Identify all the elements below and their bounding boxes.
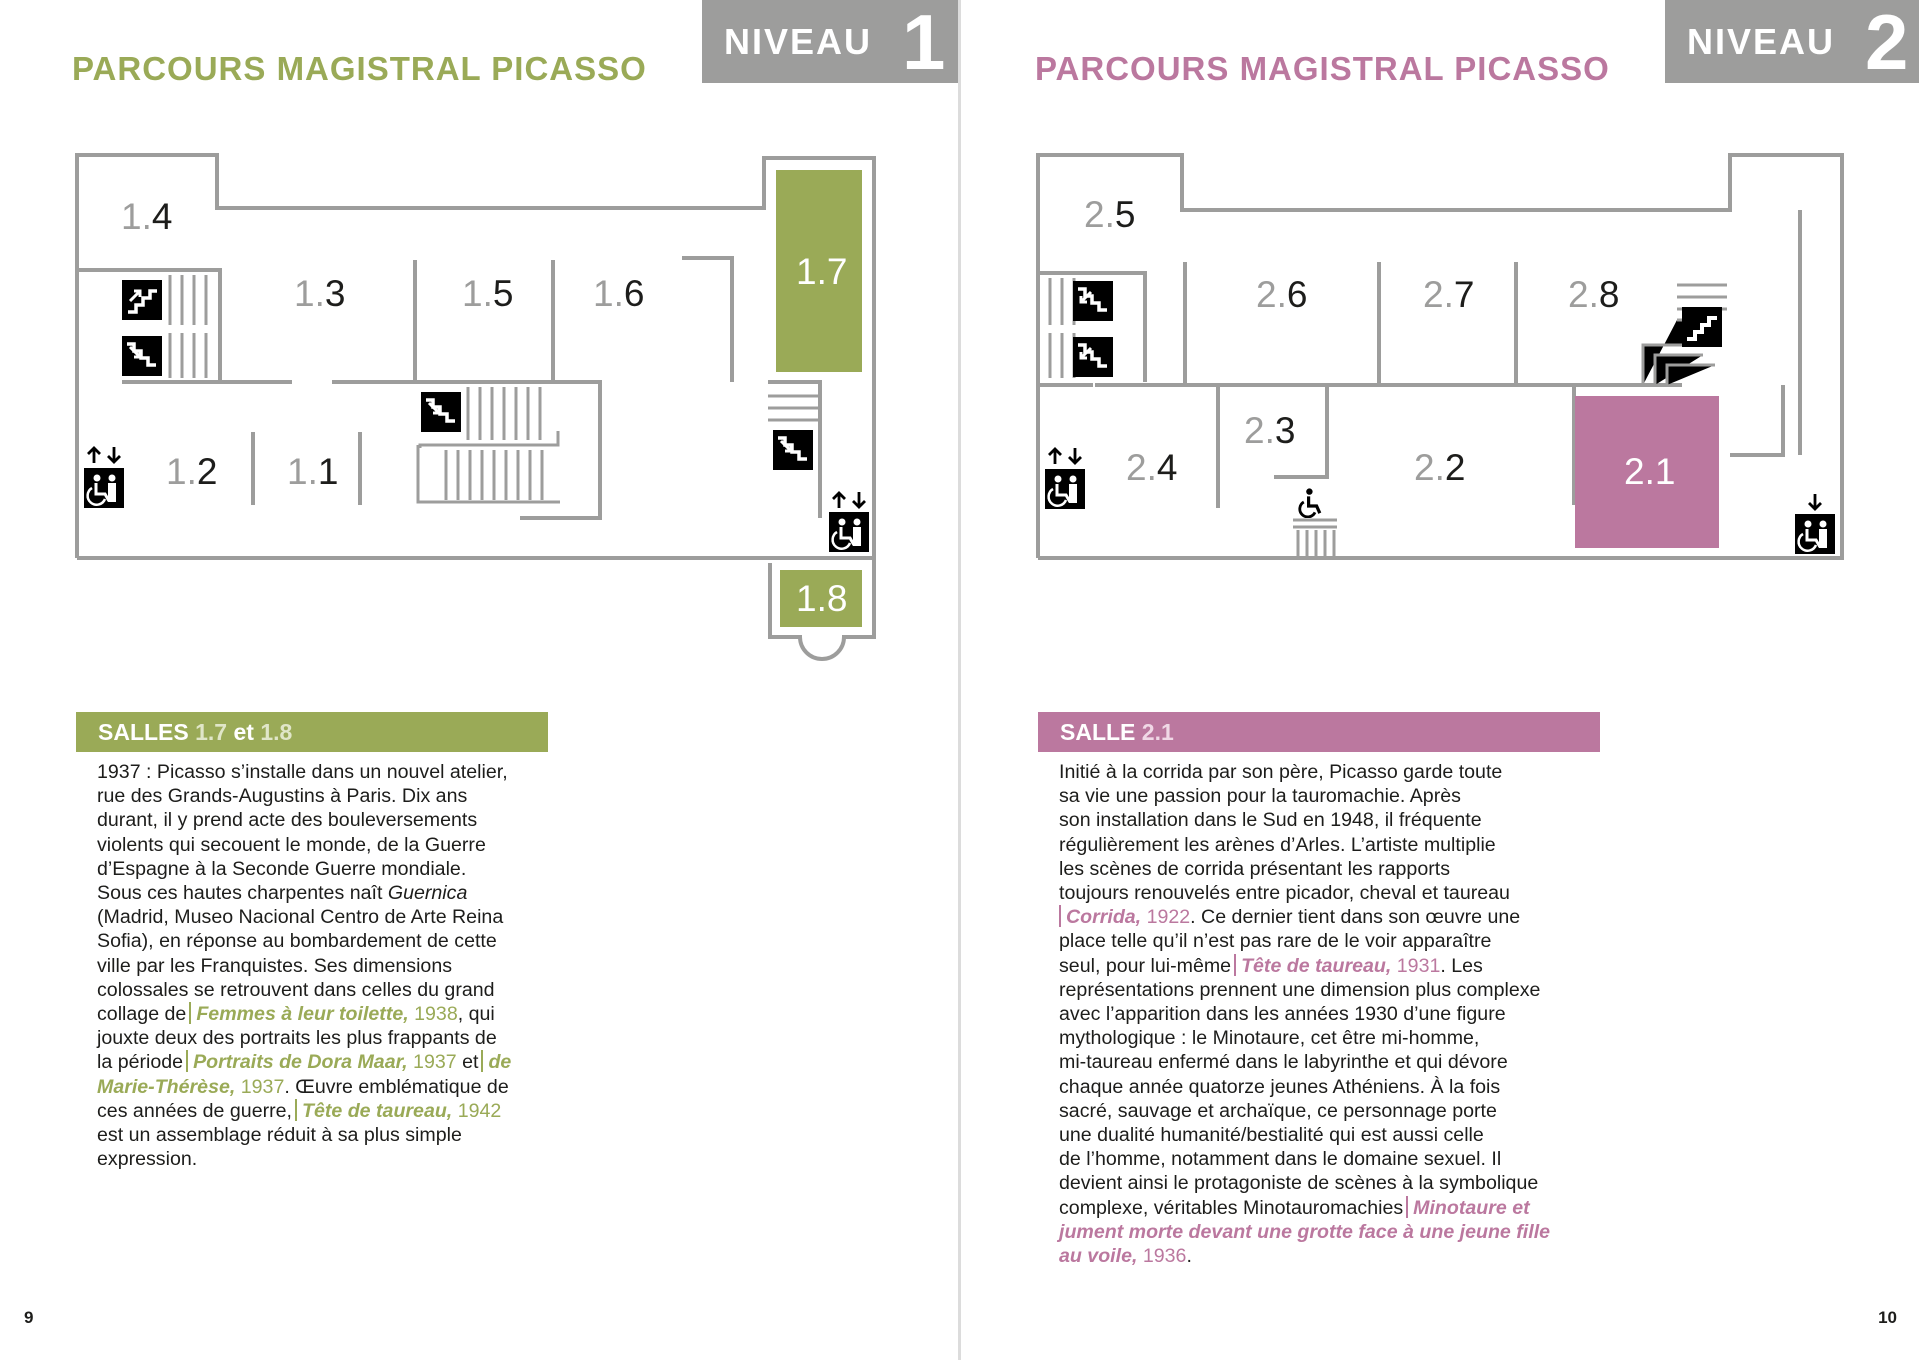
level-label: NIVEAU	[724, 20, 873, 62]
text-line: devient ainsi le protagoniste de scènes à la symbolique	[1059, 1172, 1539, 1195]
text-line: chaque année quatorze jeunes Athéniens. À la fois	[1059, 1075, 1501, 1098]
text-line: Sofia), en réponse au bombardement de cette	[97, 930, 497, 953]
stairs-down-icon	[421, 392, 461, 432]
text-line: au voile, 1936.	[1059, 1245, 1192, 1268]
elevator-icon	[829, 512, 869, 552]
page-number: 9	[24, 1308, 34, 1327]
arrow-up-down-icon	[1049, 448, 1081, 464]
section-room-b: 1.8	[260, 718, 293, 745]
text-line: collage de Femmes à leur toilette, 1938, qui	[97, 1003, 495, 1026]
section-room-a: 2.1	[1141, 718, 1174, 745]
text-line	[1059, 1220, 1550, 1244]
text-line: avec l’apparition dans les années 1930 d’une figure	[1059, 1003, 1506, 1026]
text-line: (Madrid, Museo Nacional Centro de Arte Reina	[97, 906, 504, 929]
page-left	[0, 0, 958, 1360]
room-label-1-1: 1.1	[287, 451, 339, 492]
text-line: durant, il y prend acte des bouleversements	[97, 809, 478, 832]
room-label-1-5: 1.5	[462, 273, 514, 314]
stairs-down-icon	[122, 336, 162, 376]
text-line: les scènes de corrida présentant les rapports	[1059, 857, 1450, 880]
section-prefix: SALLES	[98, 718, 189, 745]
floor-plan-level-1	[0, 0, 958, 700]
text-line: sa vie une passion pour la tauromachie. Après	[1059, 785, 1461, 808]
page-title: PARCOURS MAGISTRAL PICASSO	[72, 50, 647, 87]
text-line: Marie-Thérèse, 1937. Œuvre emblématique de	[97, 1075, 509, 1098]
text-line: expression.	[97, 1148, 198, 1171]
stairs-down-icon	[1073, 337, 1113, 377]
room-label-1-6: 1.6	[593, 273, 645, 314]
level-number: 2	[1865, 0, 1909, 86]
text-line: d’Espagne à la Seconde Guerre mondiale.	[97, 857, 467, 880]
room-label-1-4: 1.4	[121, 196, 173, 237]
text-line: violents qui secouent le monde, de la Guerre	[97, 833, 486, 856]
artwork-citation: Minotaure et	[1413, 1196, 1530, 1219]
page-number: 10	[1878, 1308, 1897, 1327]
elevator-icon	[1045, 469, 1085, 509]
text-line: son installation dans le Sud en 1948, il fréquente	[1059, 809, 1482, 832]
arrow-up-down-icon	[833, 492, 865, 508]
text-line: Initié à la corrida par son père, Picasso garde toute	[1059, 761, 1503, 783]
arrow-up-down-icon	[88, 447, 120, 463]
stairs-up-icon	[122, 280, 162, 320]
room-label-2-1: 2.1	[1624, 451, 1676, 492]
text-line: ces années de guerre, Tête de taureau, 1942	[97, 1099, 502, 1122]
text-line: 1937 : Picasso s’installe dans un nouvel atelier,	[97, 761, 508, 783]
wheelchair-icon	[1300, 488, 1320, 517]
text-line: place telle qu’il n’est pas rare de le voir apparaître	[1059, 930, 1492, 953]
room-label-2-4: 2.4	[1126, 447, 1178, 488]
text-line: Corrida, 1922. Ce dernier tient dans son œuvre une	[1059, 905, 1550, 929]
artwork-citation: jument morte devant une grotte face à une jeune fille	[1059, 1220, 1551, 1243]
text-line: ville par les Franquistes. Ses dimensions	[97, 954, 453, 977]
text-line: représentations prennent une dimension plus complexe	[1059, 978, 1541, 1001]
page-right	[961, 0, 1919, 1360]
room-label-2-2: 2.2	[1414, 447, 1466, 488]
room-label-2-3: 2.3	[1244, 410, 1296, 451]
text-line: jouxte deux des portraits les plus frappants de	[97, 1027, 497, 1050]
room-label-2-5: 2.5	[1084, 194, 1136, 235]
text-line: seul, pour lui-même Tête de taureau, 1931. Les	[1059, 954, 1483, 977]
elevator-icon	[84, 468, 124, 508]
section-prefix: SALLE	[1060, 718, 1136, 745]
plan-walls	[1038, 155, 1842, 558]
section-header	[76, 712, 548, 752]
text-line: est un assemblage réduit à sa plus simple	[97, 1124, 462, 1147]
text-line: complexe, véritables Minotauromachies Minotaure et	[1059, 1196, 1530, 1219]
stairs-down-icon	[773, 430, 813, 470]
text-line: colossales se retrouvent dans celles du grand	[97, 978, 495, 1001]
text-line: une dualité humanité/bestialité qui est aussi celle	[1059, 1124, 1484, 1147]
text-line: mi-taureau enfermé dans le labyrinthe et qui dévore	[1059, 1051, 1508, 1074]
plan-walls	[77, 155, 874, 659]
room-label-2-8: 2.8	[1568, 274, 1620, 315]
section-body	[1059, 760, 1550, 1268]
section-body	[97, 760, 511, 1171]
floor-plan-level-2	[961, 0, 1919, 700]
artwork-title: Guernica	[387, 882, 468, 905]
section-conjunction: et	[233, 718, 254, 745]
stairs-up-icon	[1073, 281, 1113, 321]
artwork-citation: Femmes à leur toilette,	[196, 1003, 409, 1026]
text-line: régulièrement les arènes d’Arles. L’artiste multiplie	[1059, 833, 1496, 856]
room-label-2-7: 2.7	[1423, 274, 1475, 315]
text-line: Sous ces hautes charpentes naît Guernica	[97, 882, 468, 905]
elevator-icon	[1795, 514, 1835, 554]
artwork-citation: Tête de taureau,	[1241, 954, 1392, 977]
text-line: rue des Grands-Augustins à Paris. Dix ans	[97, 785, 468, 808]
artwork-citation: Tête de taureau,	[301, 1099, 453, 1122]
artwork-citation: au voile,	[1059, 1245, 1138, 1268]
level-label: NIVEAU	[1687, 20, 1836, 62]
room-label-1-8: 1.8	[796, 578, 848, 619]
artwork-citation: de	[488, 1051, 512, 1074]
text-line: toujours renouvelés entre picador, cheval et taureau	[1059, 882, 1510, 905]
text-line: sacré, sauvage et archaïque, ce personnage porte	[1059, 1099, 1497, 1122]
room-label-2-6: 2.6	[1256, 274, 1308, 315]
room-label-1-7: 1.7	[796, 251, 848, 292]
page-title: PARCOURS MAGISTRAL PICASSO	[1035, 50, 1610, 87]
text-line: la période Portraits de Dora Maar, 1937 et de	[97, 1051, 512, 1074]
text-line: mythologique : le Minotaure, cet être mi-homme,	[1059, 1027, 1480, 1050]
text-line: de l’homme, notamment dans le domaine sexuel. Il	[1059, 1148, 1502, 1171]
stairs-icon	[1682, 307, 1722, 347]
artwork-citation: Marie-Thérèse,	[97, 1075, 236, 1098]
arrow-down-icon	[1809, 494, 1821, 509]
artwork-citation: Portraits de Dora Maar,	[193, 1051, 408, 1074]
section-room-a: 1.7	[195, 718, 228, 745]
room-label-1-2: 1.2	[166, 451, 218, 492]
level-number: 1	[902, 0, 946, 86]
room-label-1-3: 1.3	[294, 273, 346, 314]
section-header	[1038, 712, 1600, 752]
artwork-citation: Corrida,	[1066, 906, 1142, 929]
